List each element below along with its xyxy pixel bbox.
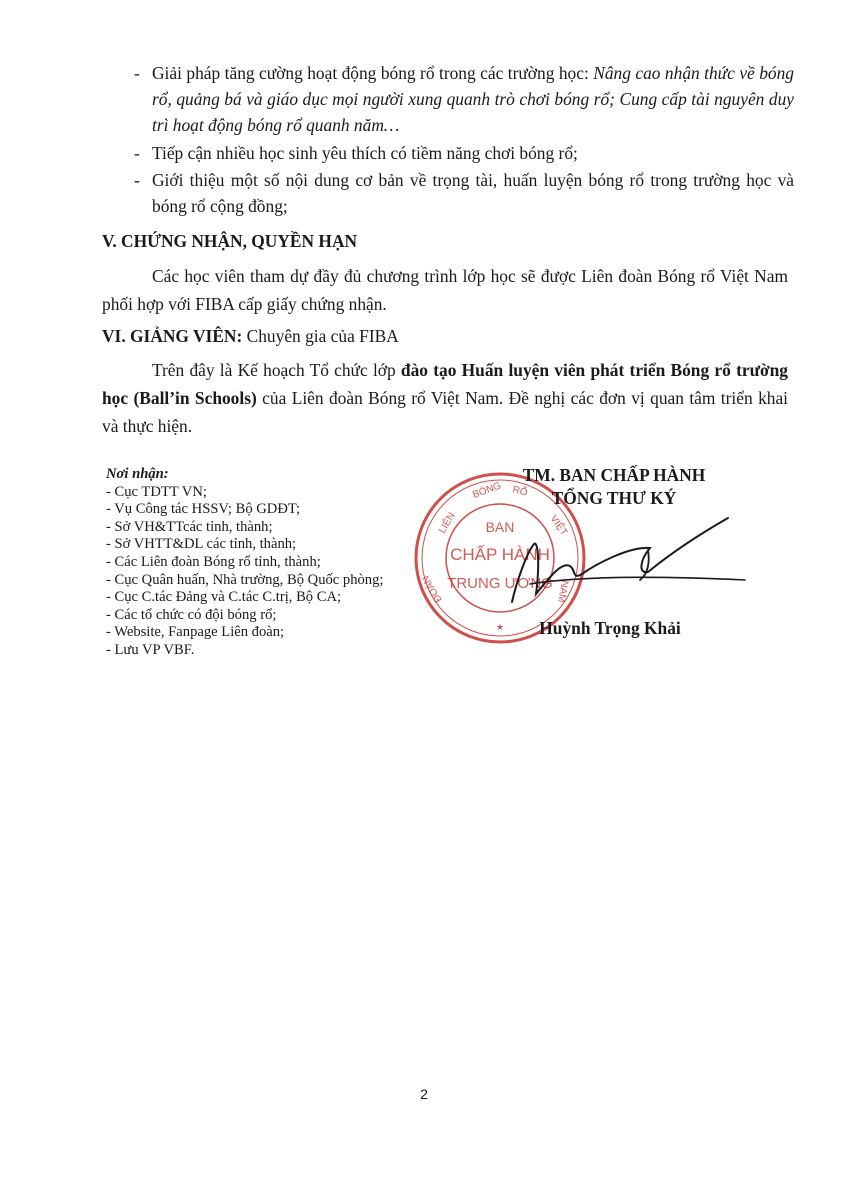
svg-text:★: ★ xyxy=(495,622,505,632)
closing-text-2: của Liên đoàn Bóng rổ Việt Nam. Đề nghị các đơn vị quan tâm triển khai và thực hiện. xyxy=(102,388,789,436)
bullet-italic-text: Nâng cao nhận thức về bóng rổ, quảng bá và giáo dục mọi người xung quanh trò chơi bóng rổ; Cung cấp tài nguyên duy trì hoạt động bóng rổ quanh năm… xyxy=(152,63,794,135)
recipient-item: - Sở VHTT&DL các tỉnh, thành; xyxy=(106,536,297,553)
section-heading-instructor xyxy=(102,323,399,349)
bullet-dash: - xyxy=(134,63,140,83)
recipient-item: - Sở VH&TTcác tỉnh, thành; xyxy=(106,518,273,535)
bullet-dash: - xyxy=(134,143,140,163)
stamp-text-line-1: BAN xyxy=(485,519,515,535)
svg-text:LIÊN: LIÊN xyxy=(437,510,458,536)
instructor-heading-label: VI. GIẢNG VIÊN: xyxy=(102,326,243,346)
instructor-heading-value: Chuyên gia của FIBA xyxy=(242,326,399,346)
bullet-text: Giải pháp tăng cường hoạt động bóng rổ trong các trường học: xyxy=(152,63,594,83)
stamp-text-line-3: TRUNG ƯƠNG xyxy=(447,575,553,592)
recipient-item: - Cục Quân huấn, Nhà trường, Bộ Quốc phòng; xyxy=(106,571,384,588)
svg-text:VIỆT: VIỆT xyxy=(547,513,570,538)
svg-text:BÓNG: BÓNG xyxy=(471,480,503,501)
recipient-item: - Các Liên đoàn Bóng rổ tỉnh, thành; xyxy=(106,553,321,570)
recipient-item: - Website, Fanpage Liên đoàn; xyxy=(106,624,285,641)
certification-paragraph: Các học viên tham dự đầy đủ chương trình lớp học sẽ được Liên đoàn Bóng rổ Việt Nam phối hợp với FIBA cấp giấy chứng nhận. xyxy=(102,266,788,314)
closing-bold-text: đào tạo Huấn luyện viên phát triển Bóng rổ trường học (Ball’in Schools) xyxy=(102,360,789,408)
svg-text:ĐOÀN: ĐOÀN xyxy=(420,573,445,604)
bullet-item xyxy=(134,140,794,166)
recipient-item: - Cục TDTT VN; xyxy=(106,483,207,500)
recipients-title: Nơi nhận: xyxy=(106,466,169,482)
page-number: 2 xyxy=(420,1086,428,1102)
recipient-item: - Các tổ chức có đội bóng rổ; xyxy=(106,606,277,623)
svg-text:NAM: NAM xyxy=(555,579,570,604)
handwritten-signature xyxy=(500,514,750,606)
recipient-item: - Cục C.tác Đảng và C.tác C.trị, Bộ CA; xyxy=(106,589,342,606)
recipient-item: - Lưu VP VBF. xyxy=(106,641,195,658)
bullet-dash: - xyxy=(134,170,140,190)
signature-title-block xyxy=(480,464,748,510)
recipients-list xyxy=(106,466,396,660)
signer-name: Huỳnh Trọng Khải xyxy=(539,618,681,638)
signature-title-line-1: TM. BAN CHẤP HÀNH xyxy=(522,465,706,485)
bullet-text: Tiếp cận nhiều học sinh yêu thích có tiềm năng chơi bóng rổ; xyxy=(152,143,578,163)
signature-title-line-2: TỔNG THƯ KÝ xyxy=(551,488,677,508)
closing-paragraph xyxy=(102,356,788,440)
bullet-item xyxy=(134,167,794,219)
stamp-text-line-2: CHẤP HÀNH xyxy=(450,545,550,564)
section-heading-certification: V. CHỨNG NHẬN, QUYỀN HẠN xyxy=(102,231,358,251)
bullet-item xyxy=(134,60,794,138)
closing-text-1: Trên đây là Kế hoạch Tổ chức lớp xyxy=(152,360,401,380)
recipient-item: - Vụ Công tác HSSV; Bộ GDĐT; xyxy=(106,501,301,518)
svg-text:RỔ: RỔ xyxy=(511,484,529,499)
bullet-text: Giới thiệu một số nội dung cơ bản về trọng tài, huấn luyện bóng rổ trong trường học và bóng rổ cộng đồng; xyxy=(152,170,794,216)
